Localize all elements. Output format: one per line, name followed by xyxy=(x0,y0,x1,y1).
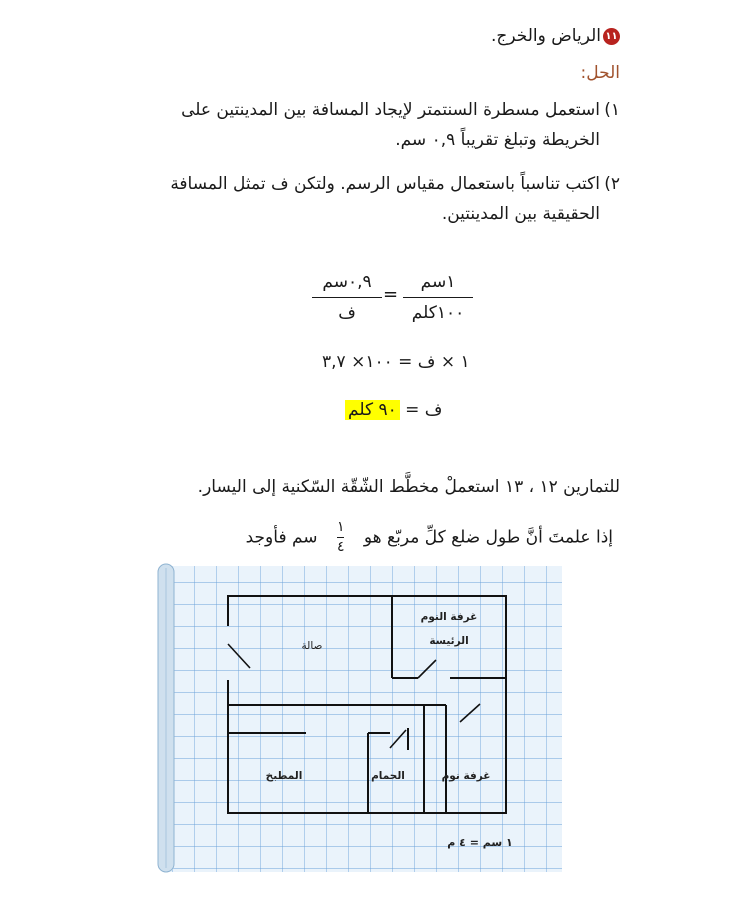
answer-highlight: ٩٠ كلم xyxy=(345,400,400,420)
room-label-bedroom: غرفة نوم xyxy=(441,770,491,782)
exercise-number-badge: ١١ xyxy=(603,28,620,45)
step-number: ١) xyxy=(604,100,620,120)
step-line-2: الحقيقية بين المدينتين. xyxy=(441,204,600,224)
fraction-numerator: ٠,٩سم xyxy=(322,272,372,292)
proportion-left-fraction xyxy=(312,270,382,325)
room-label-master-bedroom: غرفة النوم xyxy=(420,611,478,623)
answer-lhs: ف = xyxy=(405,400,443,420)
grid-lines xyxy=(164,566,562,872)
fraction-bar xyxy=(337,537,345,538)
step-line-1: استعمل مسطرة السنتمتر لإيجاد المسافة بين المدينتين على xyxy=(181,100,600,120)
fraction-denominator: ١٠٠كلم xyxy=(411,303,465,323)
apartment-floor-plan xyxy=(150,560,570,875)
fraction-bar xyxy=(403,297,473,298)
room-label-master-bedroom-2: الرئيسة xyxy=(429,635,469,647)
fraction-numerator: ١ xyxy=(336,519,345,535)
answer-line xyxy=(345,397,442,423)
fraction-bar xyxy=(312,297,382,298)
exercise-title-text: الرياض والخرج. xyxy=(491,26,601,46)
exercise-note: للتمارين ١٢ ، ١٣ استعملْ مخطَّط الشّقّة السّكنية إلى اليسار. xyxy=(197,477,620,497)
equals-sign: = xyxy=(383,284,399,305)
step-line-1: اكتب تناسباً باستعمال مقياس الرسم. ولتكن ف تمثل المسافة xyxy=(170,174,600,194)
step-number: ٢) xyxy=(604,174,620,194)
room-label-hall: صالة xyxy=(301,640,323,652)
quarter-fraction xyxy=(337,520,345,555)
fraction-denominator: ف xyxy=(338,303,356,323)
hint-text-before: إذا علمتَ أنَّ طول ضلع كلِّ مربّع هو xyxy=(363,527,613,548)
solution-label: الحل: xyxy=(580,63,620,83)
exercise-title xyxy=(491,23,620,49)
cross-multiplication: ١ × ف = ١٠٠× ٣,٧ xyxy=(322,352,470,372)
proportion-right-fraction xyxy=(403,270,473,325)
fraction-numerator: ١سم xyxy=(420,272,456,292)
hint-text-after: سم فأوجد xyxy=(245,527,318,548)
room-label-bathroom: الحمام xyxy=(371,770,405,782)
exercise-hint xyxy=(246,520,613,555)
step-line-2: الخريطة وتبلغ تقريباً ٠,٩ سم. xyxy=(395,130,600,150)
fraction-denominator: ٤ xyxy=(336,539,345,555)
room-label-kitchen: المطبخ xyxy=(265,770,303,782)
scale-label: ١ سم = ٤ م xyxy=(447,836,513,849)
